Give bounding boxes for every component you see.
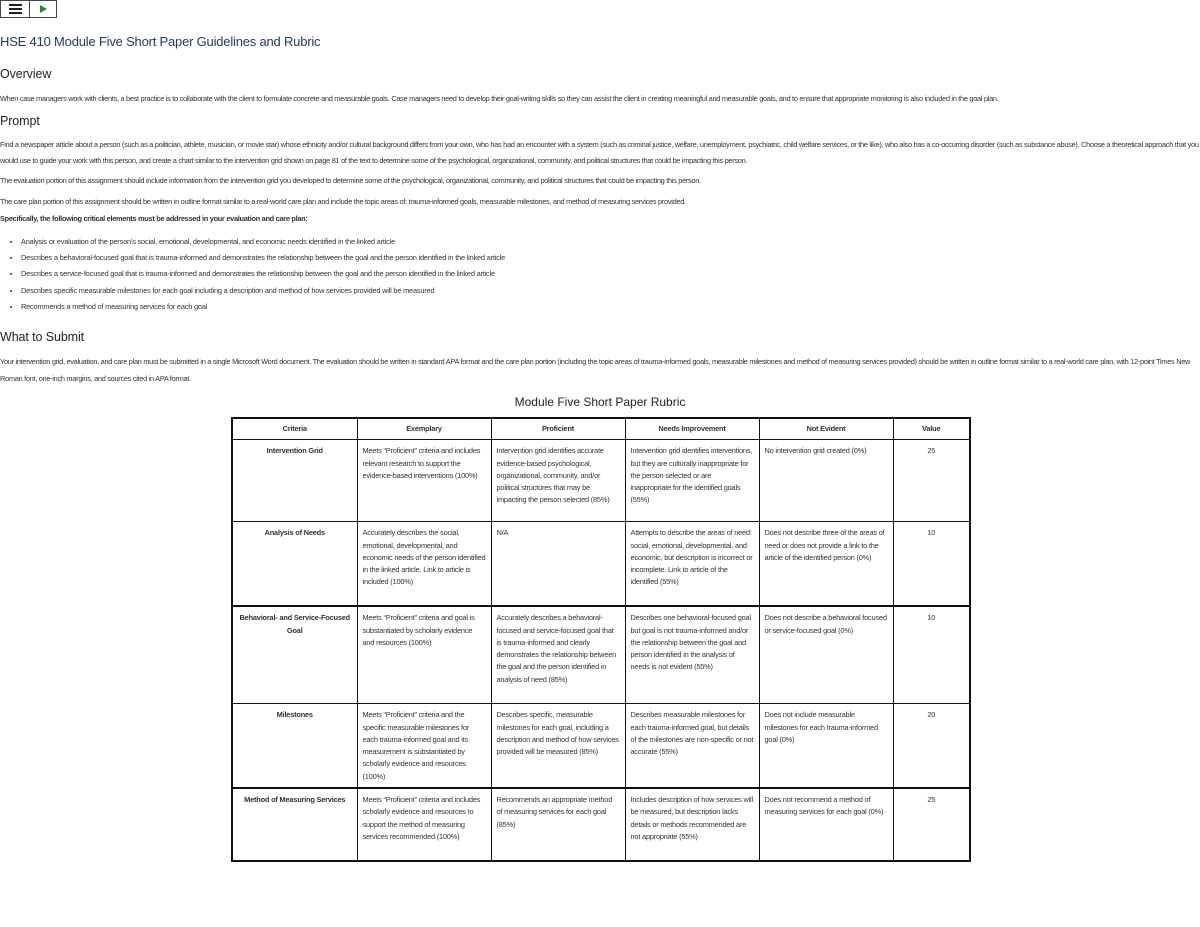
needs-improvement-cell: Describes measurable milestones for each trauma-informed goal, but details of the milestones are non-specific or not accurate (55%) [625, 704, 759, 788]
column-header-value: Value [893, 418, 970, 440]
needs-improvement-cell: Attempts to describe the areas of need: social, emotional, developmental, and economic, but description is incorrect or incomplete. Link to article of the identified (55%) [625, 522, 759, 607]
needs-improvement-cell: Includes description of how services will be measured, but description lacks details or methods recommended are not appropriate (55%) [625, 788, 759, 861]
not-evident-cell: Does not recommend a method of measuring services for each goal (0%) [759, 788, 893, 861]
rubric-table [231, 417, 971, 862]
needs-improvement-cell: Intervention grid identifies interventions, but they are culturally inappropriate for the person selected or are inappropriate for the identified goals (55%) [625, 440, 759, 522]
column-header-needs-improvement: Needs Improvement [625, 418, 759, 440]
proficient-cell: Recommends an appropriate method of measuring services for each goal (85%) [491, 788, 625, 861]
exemplary-cell: Meets “Proficient” criteria and includes scholarly evidence and resources to support the method of measuring services recommended (100%) [357, 788, 491, 861]
table-row [232, 606, 970, 704]
critical-elements-label: Specifically, the following critical elements must be addressed in your evaluation and care plan: [0, 214, 308, 223]
prompt-paragraph-2: The evaluation portion of this assignment should include information from the intervention grid you developed to determine some of the psychological, organizational, community, and political structures that could be impacting this person. [0, 176, 701, 185]
exemplary-cell: Accurately describes the social, emotional, developmental, and economic needs of the person identified in the linked article. Link to article is included (100%) [357, 522, 491, 607]
viewer-toolbar [0, 0, 57, 18]
value-cell: 25 [893, 440, 970, 522]
prompt-heading: Prompt [0, 114, 40, 128]
table-row [232, 440, 970, 522]
criteria-cell: Behavioral- and Service-Focused Goal [232, 606, 357, 704]
value-cell: 10 [893, 522, 970, 607]
proficient-cell: Intervention grid identifies accurate evidence-based psychological, organizational, community, and/or political structures that may be impacting the person selected (85%) [491, 440, 625, 522]
rubric-title: Module Five Short Paper Rubric [514, 395, 686, 409]
proficient-cell: Accurately describes a behavioral-focused and service-focused goal that is trauma-informed and clearly demonstrates the relationship between the goal and the person identified in analysis of need (85%) [491, 606, 625, 704]
list-item: • Describes a behavioral-focused goal that is trauma-informed and demonstrates the relationship between the goal and the person identified in the linked article [21, 250, 505, 266]
page-title: HSE 410 Module Five Short Paper Guidelines and Rubric [0, 34, 321, 49]
criteria-cell: Intervention Grid [232, 440, 357, 522]
submit-text: Your intervention grid, evaluation, and care plan must be submitted in a single Microsoft Word document. The evaluation should be written in standard APA format and the care plan portion (including the topic areas of trauma-informed goals, measurable milestones and method of measuring services provided) should be written in outline format similar to a real-world care plan, with 12-point Times New Roman font, one-inch margins, and sources cited in APA format. [0, 357, 1191, 383]
exemplary-cell: Meets “Proficient” criteria and the specific measurable milestones for each trauma-informed goal and its measurement is substantiated by scholarly evidence and resources (100%) [357, 704, 491, 788]
not-evident-cell: No intervention grid created (0%) [759, 440, 893, 522]
table-row [232, 788, 970, 861]
needs-improvement-cell: Describes one behavioral-focused goal but goal is not trauma-informed and/or the relationship between the goal and person identified in the analysis of needs is not evident (55%) [625, 606, 759, 704]
list-item: • Describes a service-focused goal that is trauma-informed and demonstrates the relationship between the goal and the person identified in the linked article [21, 266, 505, 282]
exemplary-cell: Meets “Proficient” criteria and includes relevant research to support the evidence-based interventions (100%) [357, 440, 491, 522]
overview-text: When case managers work with clients, a best practice is to collaborate with the client to formulate concrete and measurable goals. Case managers need to develop their goal-writing skills so they can assist the client in creating meaningful and measurable goals, and to ensure that appropriate monitoring is also included in the goal plan. [0, 94, 999, 103]
table-row [232, 704, 970, 788]
list-item: • Describes specific measurable milestones for each goal including a description and method of how services provided will be measured [21, 283, 505, 299]
value-cell: 10 [893, 606, 970, 704]
list-item: • Recommends a method of measuring services for each goal [21, 299, 505, 315]
exemplary-cell: Meets “Proficient” criteria and goal is substantiated by scholarly evidence and resources (100%) [357, 606, 491, 704]
criteria-cell: Milestones [232, 704, 357, 788]
value-cell: 25 [893, 788, 970, 861]
submit-heading: What to Submit [0, 330, 85, 344]
prompt-paragraph-1: Find a newspaper article about a person (such as a politician, athlete, musician, or movie star) whose ethnicity and/or cultural background differs from your own, who has had an encounter with a system (such as criminal justice, welfare, unemployment, psychiatric, child welfare services, or the like), who also has a co-occurring disorder (such as substance abuse). Choose a theoretical approach that you would use to guide your work with this person, and create a chart similar to the intervention grid shown on page 81 of the text to determine some of the psychological, organizational, community, and political structures that could be impacting this person. [0, 140, 1199, 165]
proficient-cell: Describes specific, measurable milestones for each goal, including a description and method of how services provided will be measured (85%) [491, 704, 625, 788]
hamburger-menu-icon [9, 4, 22, 14]
value-cell: 20 [893, 704, 970, 788]
play-icon [40, 5, 47, 13]
column-header-exemplary: Exemplary [357, 418, 491, 440]
column-header-criteria: Criteria [232, 418, 357, 440]
criteria-cell: Method of Measuring Services [232, 788, 357, 861]
criteria-cell: Analysis of Needs [232, 522, 357, 607]
not-evident-cell: Does not describe three of the areas of need or does not provide a link to the article of the identified person (0%) [759, 522, 893, 607]
not-evident-cell: Does not include measurable milestones for each trauma-informed goal (0%) [759, 704, 893, 788]
table-row [232, 522, 970, 607]
proficient-cell: N/A [491, 522, 625, 607]
rubric-header-row [232, 418, 970, 440]
prompt-paragraph-3: The care plan portion of this assignment should be written in outline format similar to a real-world care plan and include the topic areas of: trauma-informed goals, measurable milestones, and method of measuring services provided. [0, 197, 686, 206]
column-header-proficient: Proficient [491, 418, 625, 440]
column-header-not-evident: Not Evident [759, 418, 893, 440]
play-button[interactable] [30, 0, 57, 18]
not-evident-cell: Does not describe a behavioral focused or service-focused goal (0%) [759, 606, 893, 704]
menu-button[interactable] [0, 0, 30, 18]
overview-heading: Overview [0, 67, 52, 81]
critical-elements-list [9, 234, 505, 315]
list-item: • Analysis or evaluation of the person’s social, emotional, developmental, and economic needs identified in the linked article [21, 234, 505, 250]
